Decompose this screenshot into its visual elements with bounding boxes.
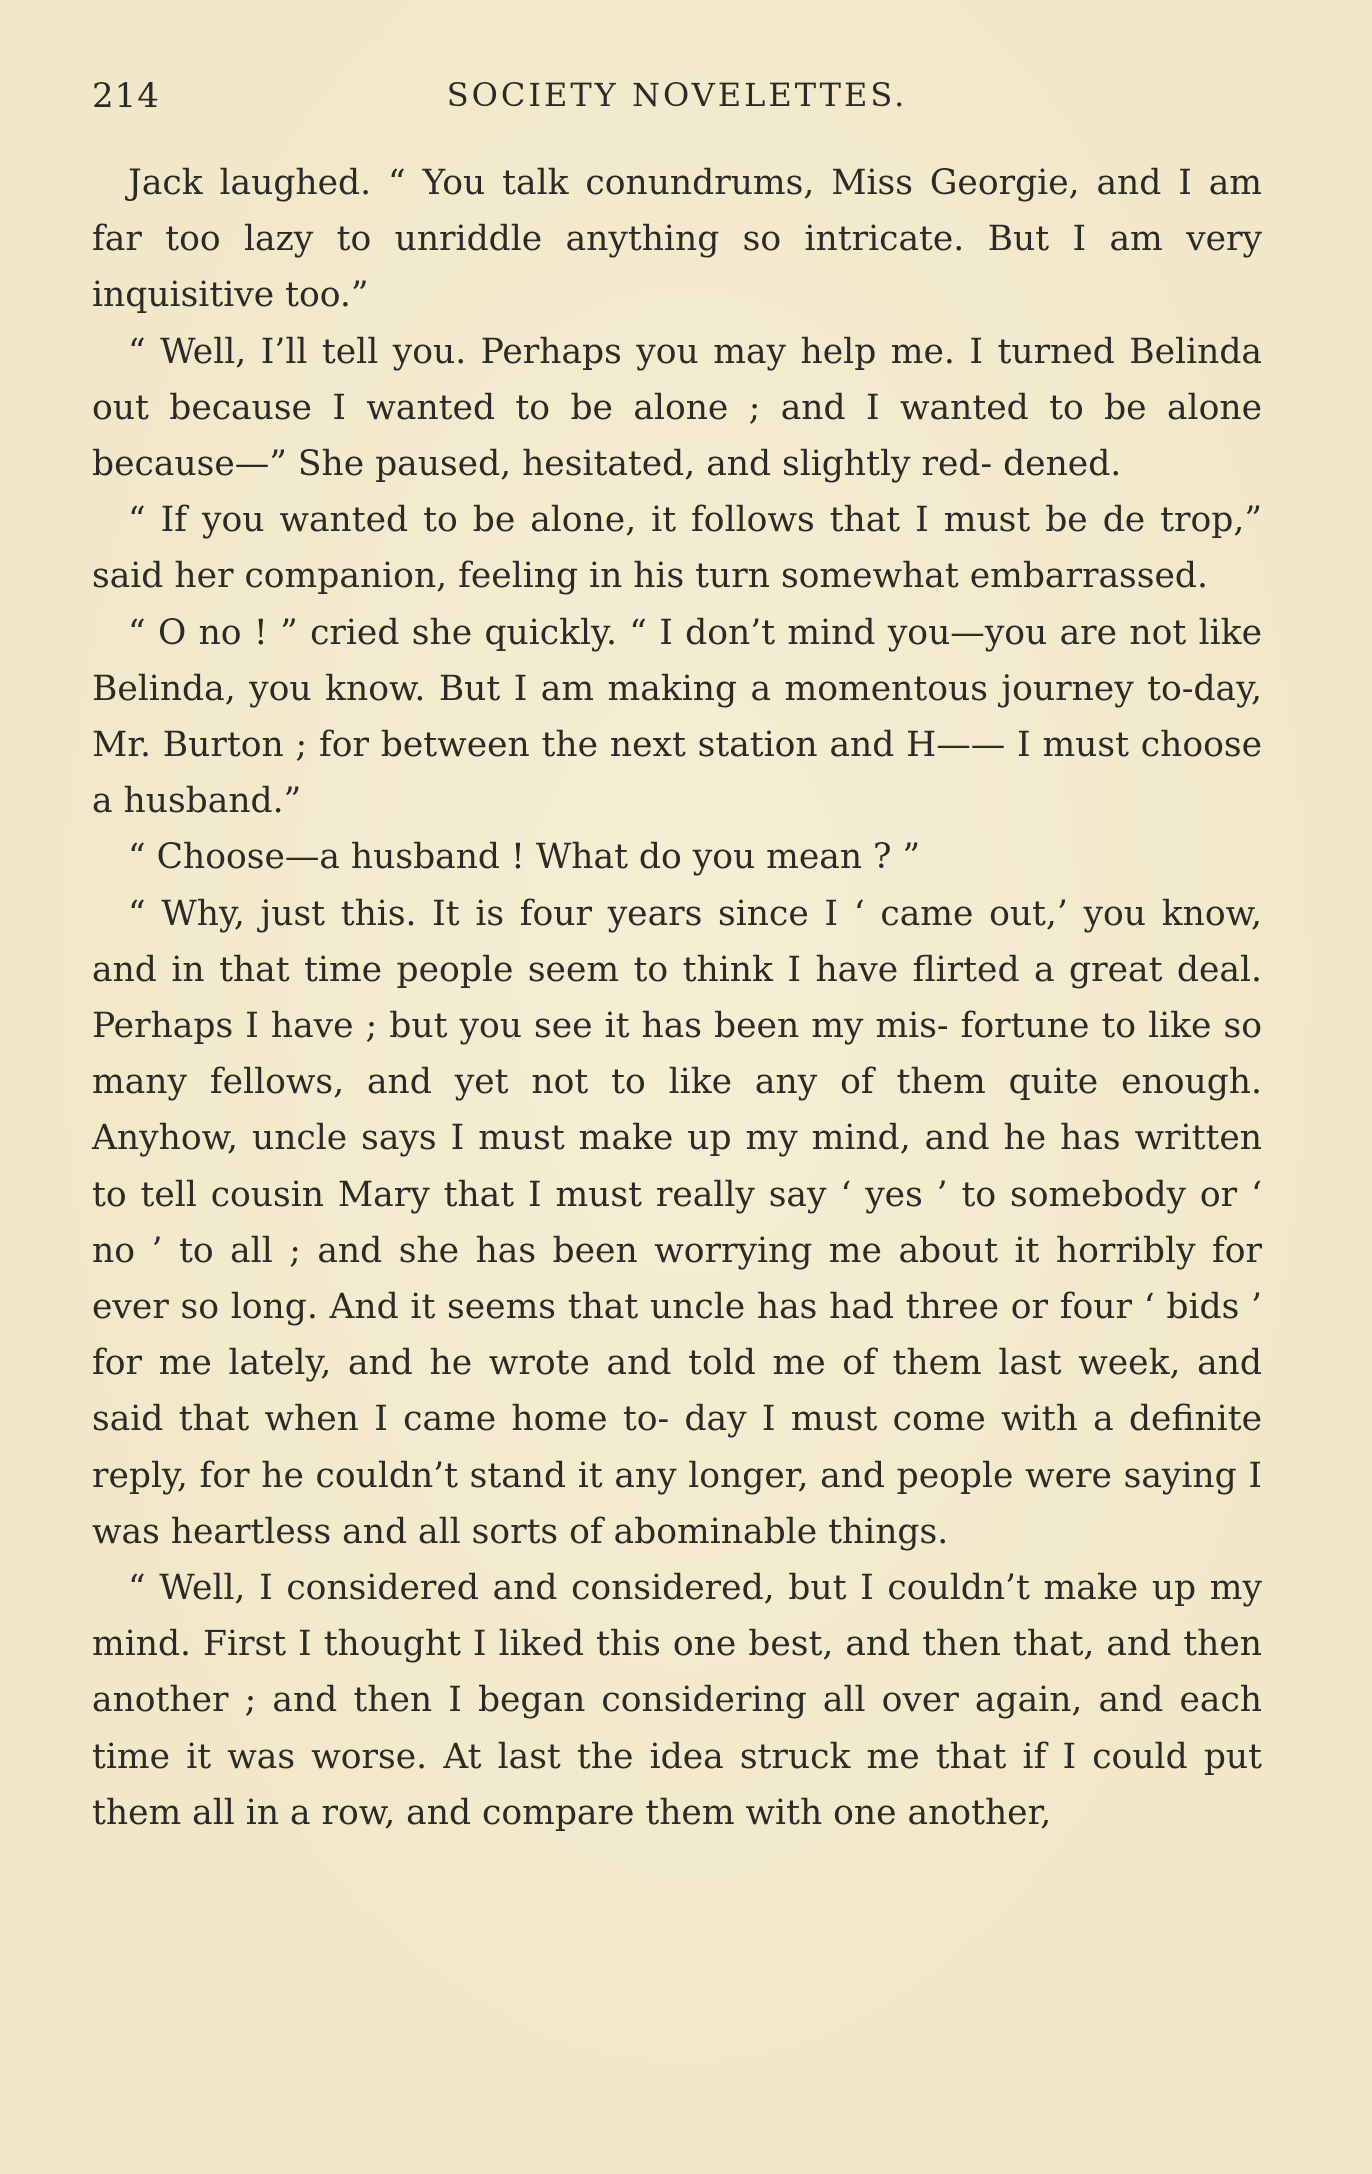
paragraph-3: “ If you wanted to be alone, it follows that I must be de trop,” said her companion, feeling in his turn somewhat embarrassed. bbox=[92, 500, 1262, 597]
page-number: 214 bbox=[92, 76, 160, 116]
paragraph-4: “ O no ! ” cried she quickly. “ I don’t mind you—you are not like Belinda, you know. But I am making a momentous journey to-day, Mr. Burton ; for between the next station and H—— I must choose a husband.” bbox=[92, 612, 1262, 822]
running-title: SOCIETY NOVELETTES. bbox=[446, 76, 908, 114]
paragraph-1: Jack laughed. “ You talk conundrums, Miss Georgie, and I am far too lazy to unriddle anything so intricate. But I am very inquisitive too.” bbox=[92, 163, 1262, 316]
page-header bbox=[92, 76, 1262, 126]
body-text bbox=[92, 155, 1262, 1841]
paragraph-2: “ Well, I’ll tell you. Perhaps you may help me. I turned Belinda out because I wanted to be alone ; and I wanted to be alone because—” She paused, hesitated, and slightly red- dened. bbox=[92, 331, 1262, 485]
paragraph-7: “ Well, I considered and considered, but I couldn’t make up my mind. First I thought I liked this one best, and then that, and then another ; and then I began considering all over again, and each time it was worse. At last the idea struck me that if I could put them all in a row, and compare them with one another, bbox=[92, 1568, 1262, 1833]
paragraph-6: “ Why, just this. It is four years since I ‘ came out,’ you know, and in that time people seem to think I have flirted a great deal. Perhaps I have ; but you see it has been my mis- fortune to like so many fellows, and yet not to like any of them quite enough. Anyhow, uncle says I must make up my mind, and he has written to tell cousin Mary that I must really say ‘ yes ’ to somebody or ‘ no ’ to all ; and she has been worrying me about it horribly for ever so long. And it seems that uncle has had three or four ‘ bids ’ for me lately, and he wrote and told me of them last week, and said that when I came home to- day I must come with a definite reply, for he couldn’t stand it any longer, and people were saying I was heartless and all sorts of abominable things. bbox=[92, 893, 1262, 1552]
paragraph-5: “ Choose—a husband ! What do you mean ? ” bbox=[128, 837, 921, 878]
